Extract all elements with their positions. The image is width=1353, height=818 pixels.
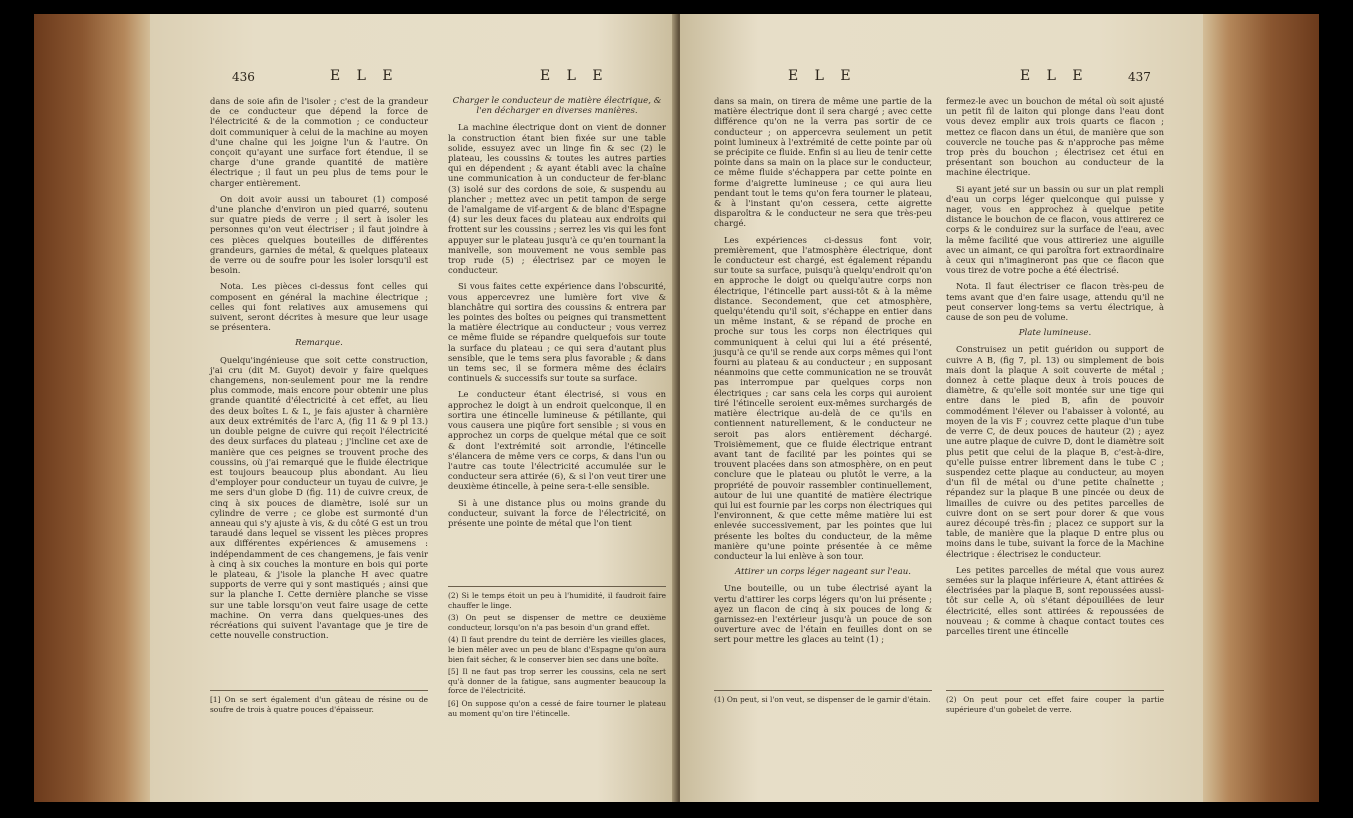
section-heading: Attirer un corps léger nageant sur l'eau. — [734, 567, 911, 578]
paragraph: dans sa main, on tirera de même une partie de la matière électrique dont il sera chargé ; avec cette différence qu'on ne la verra pas sortir de ce conducteur ; on appercevra seulement un petit point lumineux à l'extrémité de cette pointe par où se précipite ce fluide. Enfin si au lieu de tenir cette pointe dans sa main on la place sur le conducteur, ce même fluide s'échappera par cette pointe en forme d'aigrette lumineuse ; ce qui aura lieu pendant tout le tems qu'on fera tourner le plateau, & à l'instant qu'on cessera, cette aigrette disparoîtra & le conducteur ne sera que très-peu chargé. — [714, 96, 932, 229]
footnote: (1) On peut, si l'on veut, se dispenser de le garnir d'étain. — [714, 695, 931, 704]
section-heading: Plate lumineuse. — [1018, 328, 1092, 339]
paragraph: Les petites parcelles de métal que vous aurez semées sur la plaque inférieure A, étant attirées & électrisées par la plaque B, sont repoussées aussi-tôt sur celle A, où s'étant dépouillées de leur électricité, elles sont attirées & repoussées de nouveau ; & comme à chaque contact toutes ces parcelles tirent une étincelle — [946, 564, 1164, 636]
left-page-edges — [34, 14, 154, 802]
footnote: (3) On peut se dispenser de mettre ce deuxième conducteur, lorsqu'on n'a pas besoin d'un grand effet. — [448, 613, 666, 632]
footnotes — [714, 690, 932, 708]
footnotes — [946, 690, 1164, 717]
paragraph: On doit avoir aussi un tabouret (1) composé d'une planche d'environ un pied quarré, soutenu sur quatre pieds de verre ; il sert à isoler les personnes qu'on veut électriser ; il faut joindre à ces pièces quelques bouteilles de différentes grandeurs, garnies de métal, & quelques plateaux de verre ou de soufre pour les isoler lorsqu'il est besoin. — [210, 193, 428, 276]
running-head-right: E L E — [540, 68, 609, 84]
footnote: (4) Il faut prendre du teint de derrière les vieilles glaces, le bien mêler avec un peu de blanc d'Espagne qu'on aura bien fait sécher, & le conserver bien sec dans une boîte. — [448, 635, 666, 664]
running-head-right: E L E — [1020, 68, 1089, 84]
right-page — [680, 14, 1203, 802]
paragraph: Construisez un petit guéridon ou support de cuivre A B, (fig 7, pl. 13) ou simplement de bois mais dont la plaque A soit couverte de métal ; donnez à cette plaque deux à trois pouces de diamètre, & qu'elle soit montée sur une tige qui entre dans le pied B, afin de pouvoir commodément l'élever ou l'abaisser à volonté, au moyen de la vis F ; couvrez cette plaque d'un tube de verre C, de deux pouces de hauteur (2) ; ayez une autre plaque de cuivre D, dont le diamètre soit plus petit que celui de la plaque B, c'est-à-dire, qu'elle puisse entrer librement dans le tube C ; suspendez cette plaque au conducteur, au moyen d'un fil de métal ou d'une petite chaînette ; répandez sur la plaque B une pincée ou deux de limailles de cuivre ou des petites parcelles de cuivre dont on se sert pour dorer & que vous aurez découpé très-fin ; placez ce support sur la table, de manière que la plaque D entre plus ou moins dans le tube, suivant la force de la Machine électrique : électrisez le conducteur. — [946, 344, 1164, 559]
footnote: [1] On se sert également d'un gâteau de résine ou de soufre de trois à quatre pouces d'épaisseur. — [210, 695, 428, 714]
running-head-left: E L E — [788, 68, 857, 84]
section-heading: Charger le conducteur de matière électrique, & l'en décharger en diverses manières. — [452, 96, 662, 117]
section-heading: Remarque. — [295, 338, 343, 349]
paragraph: Nota. Les pièces ci-dessus font celles qui composent en général la machine électrique ; celles qui font relatives aux amusemens qui suivent, seront décrites à mesure que leur usage se présentera. — [210, 281, 428, 333]
paragraph: dans de soie afin de l'isoler ; c'est de la grandeur de ce conducteur que dépend la force de l'électricité & de la commotion ; ce conducteur doit communiquer à celui de la machine au moyen d'une chaîne qui les joigne l'un & l'autre. On conçoit qu'ayant une surface fort étendue, il se charge d'une grande quantité de matière électrique ; il faut un peu plus de tems pour le charger entièrement. — [210, 96, 428, 188]
column-1 — [714, 96, 932, 651]
paragraph: Les expériences ci-dessus font voir, premièrement, que l'atmosphère électrique, dont le conducteur est chargé, est également répandu sur toute sa surface, puisqu'à quelqu'endroit qu'on en approche le doigt ou quelqu'autre corps non électrique, l'étincelle part aussi-tôt & à la même distance. Secondement, que cet atmosphère, quelqu'étendu qu'il soit, s'échappe en entier dans un même instant, & se répand de proche en proche sur tous les corps non électriques qui communiquent à celui qui lui a été présenté, jusqu'à ce qu'il se rende aux corps mêmes qui l'ont fourni au plateau & au conducteur ; en supposant néanmoins que cette communication ne se trouvât pas interrompue par quelques corps non électriques ; car sans cela les corps qui auroient tiré l'étincelle seroient eux-mêmes surchargés de matière électrique au-delà de ce qu'ils en contiennent naturellement, & le conducteur ne seroit pas alors entièrement déchargé. Troisièmement, que ce fluide électrique entrant avant tant de facilité par les pointes qui se trouvent placées dans son atmosphère, on en peut conclure que le plateau ou plutôt le verre, a la propriété de pouvoir rassembler continuellement, autour de lui une quantité de matière électrique qui lui est fournie par les corps non électriques qui l'environnent, & que cette même matière lui est enlevée successivement, par les pointes que lui présente les boîtes du conducteur, de la même manière qu'une pointe présentée à ce même conducteur la lui enlève à son tour. — [714, 234, 932, 561]
footnotes — [210, 690, 428, 717]
running-head-left: E L E — [330, 68, 399, 84]
footnote: [5] Il ne faut pas trop serrer les coussins, cela ne sert qu'à donner de la fatigue, sans augmenter beaucoup la force de l'électricité. — [448, 667, 666, 696]
left-page — [150, 14, 676, 802]
column-2 — [946, 96, 1164, 642]
paragraph: La machine électrique dont on vient de donner la construction étant bien fixée sur une table solide, essuyez avec un linge fin & sec (2) le plateau, les coussins & toutes les autres parties qui en dépendent ; & ayant établi avec la chaîne une communication à un conducteur de fer-blanc (3) isolé sur des cordons de soie, & suspendu au plancher ; mettez avec un petit tampon de serge de l'amalgame de vif-argent & de blanc d'Espagne (4) sur les deux faces du plateau aux endroits qui frottent sur les coussins ; serrez les vis qui les font appuyer sur le plateau jusqu'à ce qu'en tournant la manivelle, son mouvement ne vous semble pas trop rude (5) ; électrisez par ce moyen le conducteur. — [448, 122, 666, 276]
paragraph: Si ayant jeté sur un bassin ou sur un plat rempli d'eau un corps léger quelconque qui puisse y nager, vous en approchez à quelque petite distance le bouchon de ce flacon, vous attirerez ce corps & le conduirez sur la surface de l'eau, avec la même facilité que vous attireriez une aiguille avec un aimant, ce qui paroîtra fort extraordinaire à ceux qui n'imagineront pas que ce flacon que vous tirez de votre poche a été électrisé. — [946, 183, 1164, 276]
footnote: (2) Si le temps étoit un peu à l'humidité, il faudroit faire chauffer le linge. — [448, 591, 666, 610]
paragraph: Une bouteille, ou un tube électrisé ayant la vertu d'attirer les corps légers qu'on lui présente ; ayez un flacon de cinq à six pouces de long & garnissez-en l'extérieur jusqu'à un pouce de son ouverture avec de l'étain en feuilles dont on se sert pour mettre les glaces au teint (1) ; — [714, 583, 932, 645]
right-page-edges — [1199, 14, 1319, 802]
page-number: 436 — [232, 70, 255, 84]
footnotes — [448, 586, 666, 721]
footnote: (2) On peut pour cet effet faire couper la partie supérieure d'un gobelet de verre. — [946, 695, 1164, 714]
footnote: [6] On suppose qu'on a cessé de faire tourner le plateau au moment qu'on tire l'étincelle. — [448, 698, 666, 718]
column-1 — [210, 96, 428, 646]
page-number: 437 — [1128, 70, 1151, 84]
paragraph: Si vous faites cette expérience dans l'obscurité, vous appercevrez une lumière fort vive & blanchâtre qui sortira des coussins & entrera par les pointes des boîtes ou peignes qui transmettent la matière électrique au conducteur ; vous verrez ce même fluide se répandre quelquefois sur toute la surface du plateau ; ce qui sera d'autant plus sensible, que le tems sera plus favorable ; & dans un tems sec, il se formera même des éclairs continuels & successifs sur toute sa surface. — [448, 281, 666, 384]
column-2 — [448, 96, 666, 534]
paragraph: fermez-le avec un bouchon de métal où soit ajusté un petit fil de laiton qui plonge dans l'eau dont vous devez emplir aux trois quarts ce flacon ; mettez ce flacon dans un étui, de manière que son couvercle ne touche pas & n'approche pas même trop près du bouchon ; électrisez cet étui en présentant son bouchon au conducteur de la machine électrique. — [946, 96, 1164, 178]
paragraph: Le conducteur étant électrisé, si vous en approchez le doigt à un endroit quelconque, il en sortira une étincelle lumineuse & pétillante, qui vous causera une piqûre fort sensible ; si vous en approchez un corps de quelque métal que ce soit & dont l'extrémité soit arrondie, l'étincelle s'élancera de même vers ce corps, & dans l'un ou l'autre cas toute l'électricité accumulée sur le conducteur sera attirée (6), & si l'on veut tirer une deuxième étincelle, à peine sera-t-elle sensible. — [448, 389, 666, 492]
paragraph: Quelqu'ingénieuse que soit cette construction, j'ai cru (dit M. Guyot) devoir y faire quelques changemens, non-seulement pour me la rendre plus commode, mais encore pour obtenir une plus grande quantité d'électricité à cet effet, au lieu des deux boîtes L & L, je fais ajuster à charnière aux deux extrémités de l'arc A, (fig 11 & 9 pl 13.) un double peigne de cuivre qui reçoit l'électricité des deux surfaces du plateau ; j'incline cet axe de manière que ces peignes se trouvent proche des coussins, où j'ai remarqué que le fluide électrique est toujours beaucoup plus abondant. Au lieu d'employer pour conducteur un tuyau de cuivre, je me sers d'un globe D (fig. 11) de cuivre creux, de cinq à six pouces de diamètre, isolé sur un cylindre de verre ; ce globe est surmonté d'un anneau qui s'y ajuste à vis, & du côté G est un trou taraudé dans lequel se vissent les pièces propres aux différentes expériences & amusemens : indépendamment de ces changemens, je fais venir à cinq à six couches la monture en bois qui porte le plateau, & j'isole la planche H avec quatre supports de verre qui y sont mastiqués ; ainsi que sur la planche I. Cette dernière planche se visse sur une table lorsqu'on veut faire usage de cette machine. On verra dans quelques-unes des récréations qui suivent l'avantage que je tire de cette nouvelle construction. — [210, 354, 428, 641]
paragraph: Nota. Il faut électriser ce flacon très-peu de tems avant que d'en faire usage, attendu qu'il ne peut conserver long-tems sa vertu électrique, à cause de son peu de volume. — [946, 281, 1164, 323]
paragraph: Si à une distance plus ou moins grande du conducteur, suivant la force de l'électricité, on présente une pointe de métal que l'on tient — [448, 497, 666, 528]
